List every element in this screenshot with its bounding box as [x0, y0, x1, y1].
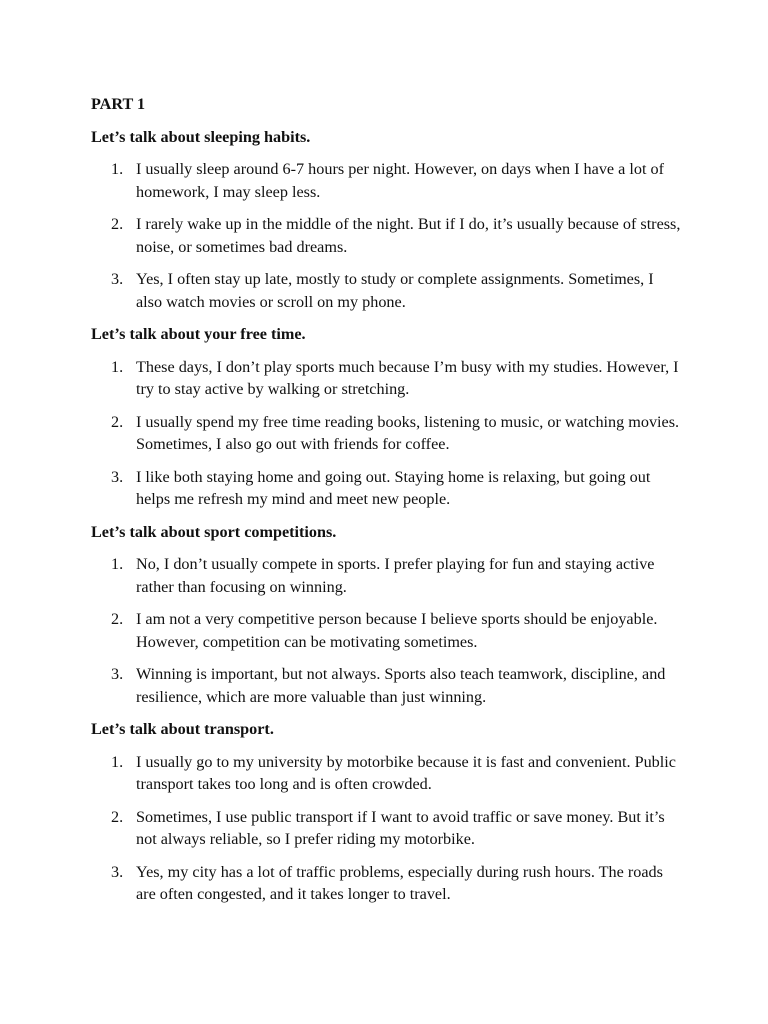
list-item-text: I like both staying home and going out. Staying home is relaxing, but going out helps me refresh my mind and meet new people. [136, 467, 651, 508]
list-item [91, 663, 681, 708]
list-number: 1. [111, 357, 124, 376]
list-item-text: Winning is important, but not always. Sports also teach teamwork, discipline, and resilience, which are more valuable than just winning. [136, 665, 666, 706]
section-free-time [91, 323, 681, 511]
list-number: 2. [111, 215, 124, 233]
list-item-text: No, I don’t usually compete in sports. I prefer playing for fun and staying active rather than focusing on winning. [136, 555, 655, 596]
list-item-text: I rarely wake up in the middle of the night. But if I do, it’s usually because of stress, noise, or sometimes bad dreams. [136, 215, 681, 256]
list-number: 1. [111, 555, 124, 573]
list-item-text: I usually sleep around 6-7 hours per night. However, on days when I have a lot of homework, I may sleep less. [136, 160, 665, 201]
answer-list [91, 356, 681, 511]
list-number: 1. [111, 160, 124, 178]
list-item-text: These days, I don’t play sports much because I’m busy with my studies. However, I try to stay active by walking or stretching. [136, 357, 679, 398]
section-title: Let’s talk about transport. [91, 720, 274, 738]
list-item [91, 158, 681, 203]
list-item [91, 861, 681, 906]
section-sport-competitions [91, 521, 681, 709]
list-item-text: Sometimes, I use public transport if I want to avoid traffic or save money. But it’s not always reliable, so I prefer riding my motorbike. [136, 807, 665, 848]
list-item-text: Yes, my city has a lot of traffic problems, especially during rush hours. The roads are often congested, and it takes longer to travel. [136, 862, 663, 903]
list-item [91, 751, 681, 796]
list-number: 3. [111, 862, 124, 881]
list-item [91, 608, 681, 653]
list-item-text: Yes, I often stay up late, mostly to study or complete assignments. Sometimes, I also watch movies or scroll on my phone. [136, 270, 654, 311]
list-number: 2. [111, 807, 124, 826]
list-item-text: I am not a very competitive person because I believe sports should be enjoyable. However, competition can be motivating sometimes. [136, 610, 658, 651]
list-item [91, 356, 681, 401]
section-sleeping-habits [91, 126, 681, 314]
answer-list [91, 553, 681, 708]
answer-list [91, 751, 681, 906]
section-title: Let’s talk about your free time. [91, 325, 306, 343]
list-number: 2. [111, 412, 124, 431]
list-item [91, 806, 681, 851]
list-item [91, 466, 681, 511]
part-title: PART 1 [91, 95, 146, 113]
list-item [91, 268, 681, 313]
answer-list [91, 158, 681, 313]
list-number: 3. [111, 665, 124, 683]
list-number: 3. [111, 270, 124, 288]
list-number: 1. [111, 752, 124, 771]
list-item [91, 213, 681, 258]
section-transport [91, 718, 681, 906]
section-title: Let’s talk about sport competitions. [91, 522, 337, 541]
section-title: Let’s talk about sleeping habits. [91, 127, 311, 146]
list-item [91, 411, 681, 456]
list-number: 2. [111, 610, 124, 628]
document-page [91, 93, 681, 916]
list-item-text: I usually go to my university by motorbike because it is fast and convenient. Public transport takes too long and is often crowded. [136, 752, 676, 793]
list-item [91, 553, 681, 598]
list-item-text: I usually spend my free time reading books, listening to music, or watching movies. Sometimes, I also go out with friends for coffee. [136, 412, 680, 453]
list-number: 3. [111, 467, 124, 486]
